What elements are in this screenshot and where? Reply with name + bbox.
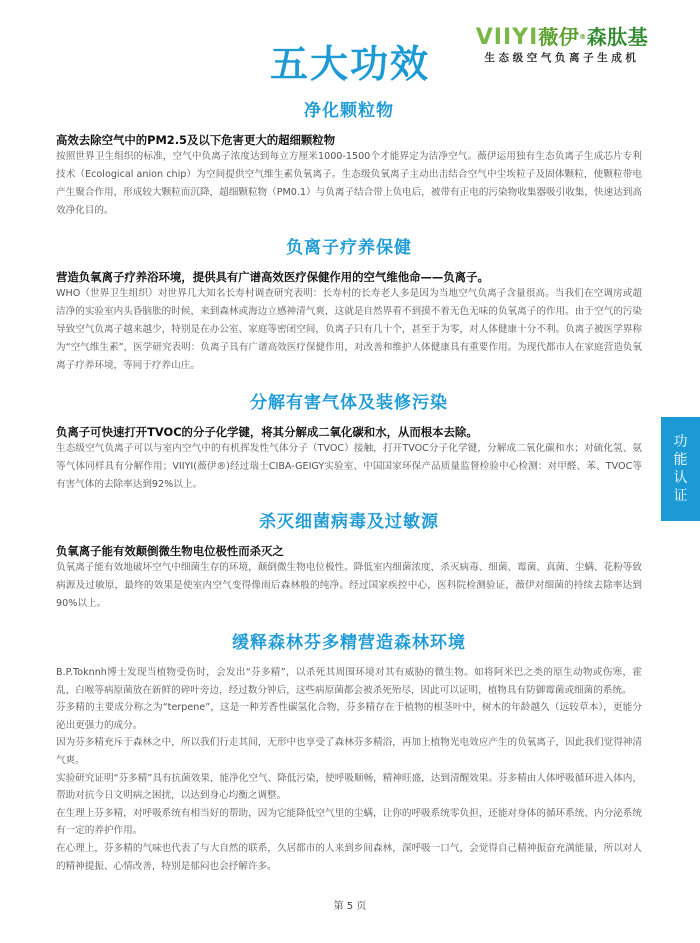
- logo-tagline: 生态级空气负离子生成机: [484, 52, 640, 64]
- section-title: 分解有害气体及装修污染: [250, 393, 448, 413]
- section-paragraph: 在心理上，芬多精的气味也代表了与大自然的联系，久居都市的人来到乡间森林，深呼吸一口气，会觉得自己精神振奋充满能量，所以对人的精神提振、心情改善，特别是郁闷也会抒解许多。: [56, 842, 642, 872]
- section-subhead: 负氧离子能有效颠倒微生物电位极性而杀灭之: [56, 544, 284, 558]
- side-tab-function-certification[interactable]: [661, 417, 700, 521]
- section-subhead: 营造负氧离子疗养浴环境，提供具有广谱高效医疗保健作用的空气维他命——负离子。: [56, 270, 489, 284]
- section-title: 净化颗粒物: [304, 101, 394, 121]
- logo-brand-cn1: 薇伊: [538, 25, 580, 49]
- section-paragraph: 按照世界卫生组织的标准，空气中负离子浓度达到每立方厘米1000-1500个才能界定为洁净空气。薇伊运用独有生态负离子生成芯片专利技术（Ecological anion chip）为空间提供空气维生素负氧离子。生态级负氧离子主动出击结合空气中尘埃粒子及固体颗粒，使颗粒带电产生聚合作用，形成较大颗粒而沉降，超细颗粒物（PM0.1）与负离子结合带上负电后，被带有正电的污染物收集器吸引收集，快速达到高效净化目的。: [56, 151, 642, 216]
- section-paragraph: 因为芬多精充斥于森林之中，所以我们行走其间，无形中也享受了森林芬多精浴，再加上植物光电效应产生的负氧离子，因此我们觉得神清气爽。: [56, 737, 642, 766]
- section-paragraph: 在生理上芬多精，对呼吸系统有相当好的帮助，因为它能降低空气里的尘螨，让你的呼吸系统零负担，还能对身体的循环系统、内分泌系统有一定的养护作用。: [56, 807, 642, 837]
- page-title: 五大功效: [269, 42, 430, 86]
- side-tab-char: 功: [673, 434, 688, 450]
- side-tab-char: 能: [673, 452, 688, 468]
- section-paragraph: 实验研究证明“芬多精”具有抗菌效果，能净化空气、降低污染，使呼吸顺畅，精神旺盛，达到清醒效果。芬多精由人体呼吸循环进入体内，帮助对抗今日文明病之困扰，以达到身心均衡之调整。: [56, 772, 642, 802]
- section-subhead: 负离子可快速打开TVOC的分子化学键，将其分解成二氧化碳和水，从而根本去除。: [56, 425, 478, 439]
- main-content: [56, 98, 642, 875]
- section-paragraph: 芬多精的主要成分称之为“terpene”，这是一种芳香性碳氢化合物，芬多精存在于植物的根茎叶中，树木的年龄越久（远较草本），更能分泌出更强力的成分。: [56, 702, 642, 731]
- section-decompose-gas: [56, 392, 642, 494]
- section-paragraph: 负氧离子能有效地破坏空气中细菌生存的环境，颠倒微生物电位极性。降低室内细菌浓度，杀灭病毒、细菌、霉菌、真菌、尘螨、花粉等致病源及过敏原，最终的效果是使室内空气变得像雨后森林般的纯净。经过国家疾控中心，医科院检测验证，薇伊对细菌的持续去除率达到90%以上。: [56, 562, 642, 609]
- page-number: 第 5 页: [333, 901, 367, 912]
- section-title: 负离子疗养保健: [286, 238, 412, 258]
- side-tab-char: 认: [673, 470, 688, 486]
- section-purify-particles: [56, 100, 642, 220]
- logo-brand-cn2: 森肽基: [586, 25, 649, 49]
- section-paragraph: 生态级空气负离子可以与室内空气中的有机挥发性气体分子（TVOC）接触，打开TVOC分子化学键，分解成二氧化碳和水；对硫化氢、氨等气体同样具有分解作用；VIIYI(薇伊®)经过瑞士CIBA-GEIGY实验室、中国国家环保产品质量监督检验中心检测：对甲醛、苯、TVOC等有害气体的去除率达到92%以上。: [56, 443, 642, 490]
- section-forest-phytoncide: [56, 632, 642, 875]
- section-paragraph: WHO（世界卫生组织）对世界几大知名长寿村调查研究表明：长寿村的长寿老人多是因为当地空气负离子含量很高。当我们在空调房或超洁净的实验室内头昏脑胀的时候，来到森林或海边立感神清气爽，这就是自然界看不到摸不着无色无味的负氧离子的作用。由于空气的污染导致空气负离子越来越少，特别是在办公室、家庭等密闭空间，负离子只有几十个，甚至于为零，对人体健康十分不利。负离子被医学界称为“空气维生素”，医学研究表明：负离子具有广谱高效医疗保健作用，对改善和维护人体健康具有重要作用。为现代都市人在家庭营造负氧离子疗养环境，等同于疗养山庄。: [56, 288, 642, 371]
- side-tab-char: 证: [673, 488, 688, 504]
- section-subhead: 高效去除空气中的PM2.5及以下危害更大的超细颗粒物: [56, 133, 336, 147]
- logo-brand-en: VIIYI: [475, 25, 539, 50]
- section-paragraph: B.P.Toknnh博士发现当植物受伤时，会发出“芬多精”，以杀死其周围环境对其有威胁的微生物。如将阿米巴之类的原生动物或伤寒，霍乱，白喉等病原菌放在新鲜的碎叶旁边，经过数分钟后，这些病原菌都会被杀死殆尽，因此可以证明，植物具有防御霉菌或细菌的系统。: [56, 667, 642, 696]
- section-title: 杀灭细菌病毒及过敏源: [259, 512, 439, 532]
- logo-registered-mark: ®: [579, 33, 587, 41]
- section-kill-bacteria: [56, 511, 642, 613]
- section-title: 缓释森林芬多精营造森林环境: [232, 633, 466, 653]
- section-anion-healthcare: [56, 237, 642, 375]
